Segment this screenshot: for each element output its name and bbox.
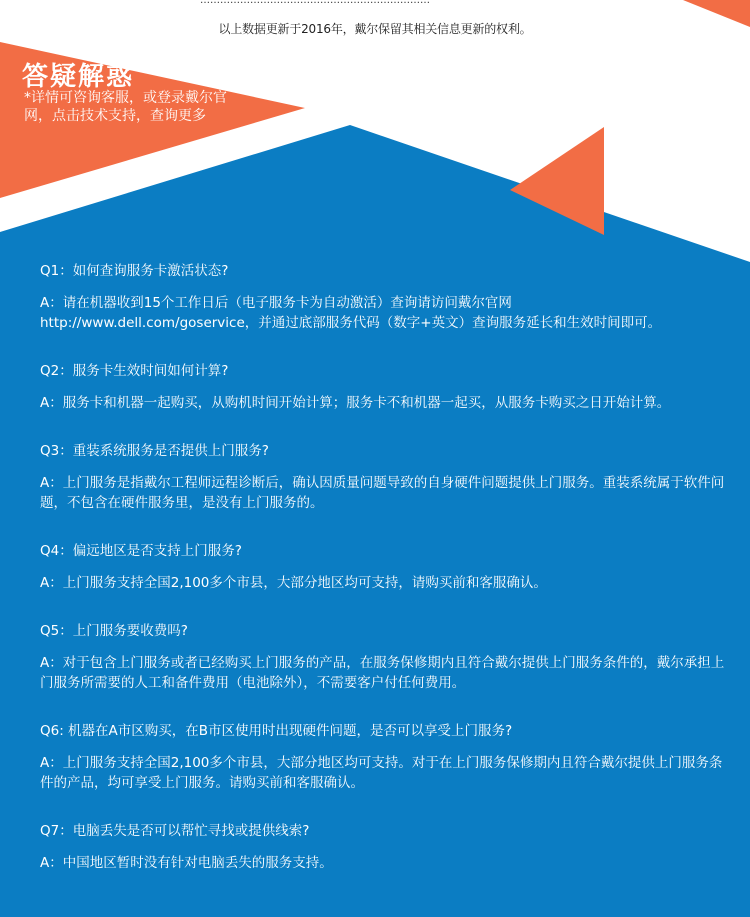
faq-title: 答疑解惑 — [22, 62, 135, 92]
faq-question: Q4：偏远地区是否支持上门服务? — [40, 543, 242, 559]
faq-item-4 — [40, 541, 730, 593]
faq-answer: A：上门服务支持全国2,100多个市县，大部分地区均可支持，请购买前和客服确认。 — [40, 575, 547, 591]
faq-item-1 — [40, 261, 730, 333]
header-cut-text: …………………………………………………………… — [200, 0, 430, 6]
faq-item-7 — [40, 821, 730, 873]
faq-question: Q1：如何查询服务卡激活状态? — [40, 263, 229, 279]
faq-answer: A：中国地区暂时没有针对电脑丢失的服务支持。 — [40, 855, 333, 871]
faq-question: Q7：电脑丢失是否可以帮忙寻找或提供线索? — [40, 823, 310, 839]
faq-question: Q3：重装系统服务是否提供上门服务? — [40, 443, 269, 459]
faq-answer: A：上门服务支持全国2,100多个市县，大部分地区均可支持。对于在上门服务保修期内且符合戴尔提供上门服务条件的产品，均可享受上门服务。请购买前和客服确认。 — [40, 755, 723, 791]
faq-question: Q6: 机器在A市区购买，在B市区使用时出现硬件问题，是否可以享受上门服务? — [40, 723, 513, 739]
faq-list — [40, 261, 730, 901]
faq-item-5 — [40, 621, 730, 693]
faq-subtitle: *详情可咨询客服，或登录戴尔官网，点击技术支持，查询更多 — [24, 90, 227, 124]
faq-answer: A：上门服务是指戴尔工程师远程诊断后，确认因质量问题导致的自身硬件问题提供上门服务。重装系统属于软件问题，不包含在硬件服务里，是没有上门服务的。 — [40, 475, 725, 511]
faq-question: Q2：服务卡生效时间如何计算? — [40, 363, 229, 379]
faq-question: Q5：上门服务要收费吗? — [40, 623, 188, 639]
faq-answer: A：请在机器收到15个工作日后（电子服务卡为自动激活）查询请访问戴尔官网http://www.dell.com/goservice，并通过底部服务代码（数字+英文）查询服务延长和生效时间即可。 — [40, 295, 662, 331]
faq-item-3 — [40, 441, 730, 513]
faq-answer: A：服务卡和机器一起购买，从购机时间开始计算；服务卡不和机器一起买，从服务卡购买之日开始计算。 — [40, 395, 671, 411]
faq-item-6 — [40, 721, 730, 793]
faq-answer: A：对于包含上门服务或者已经购买上门服务的产品，在服务保修期内且符合戴尔提供上门服务条件的，戴尔承担上门服务所需要的人工和备件费用（电池除外），不需要客户付任何费用。 — [40, 655, 725, 691]
update-note: 以上数据更新于2016年，戴尔保留其相关信息更新的权利。 — [218, 22, 532, 36]
faq-item-2 — [40, 361, 730, 413]
